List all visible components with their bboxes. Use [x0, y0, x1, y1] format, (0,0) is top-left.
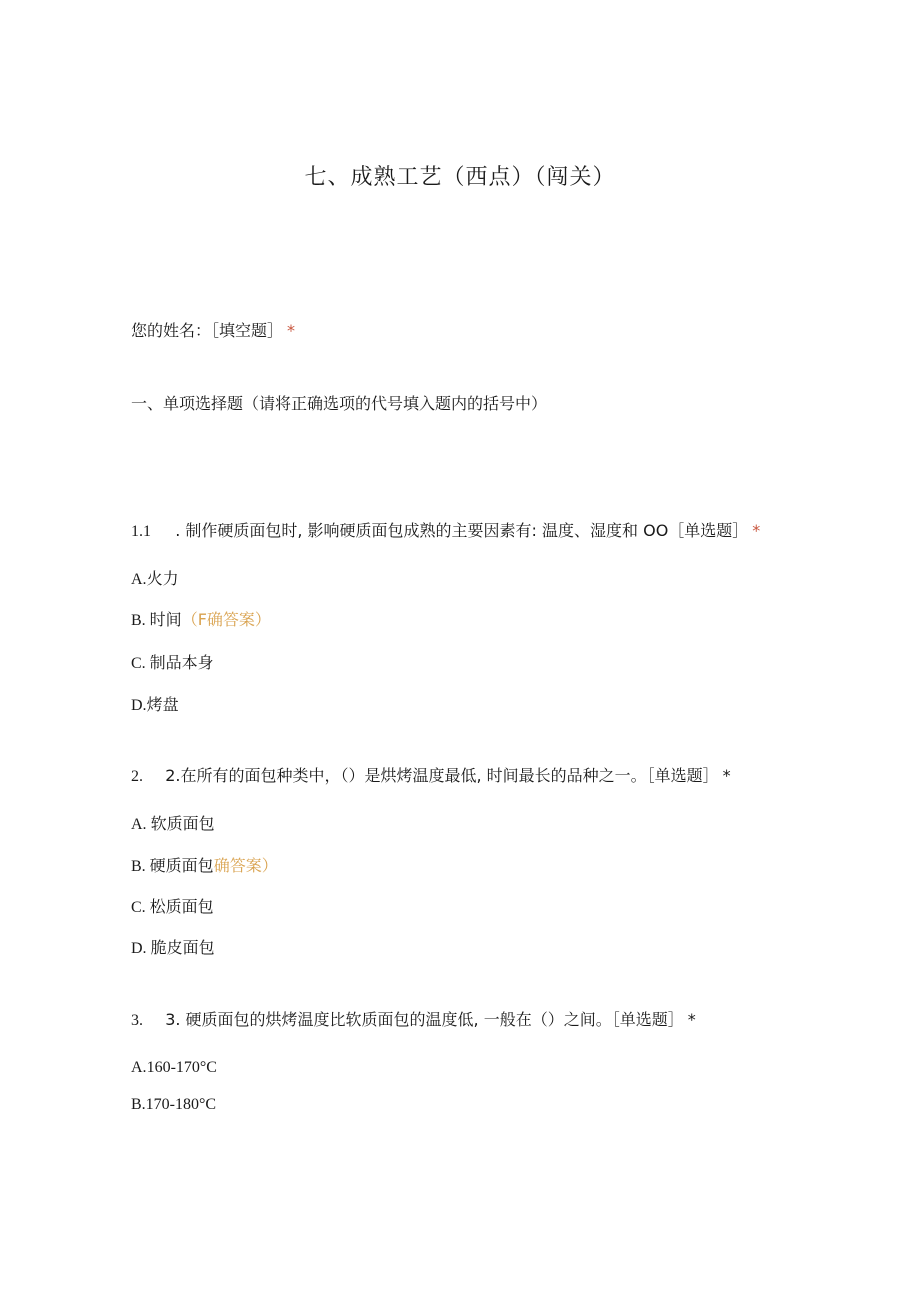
question-1 — [131, 520, 760, 543]
name-field-label-row — [131, 320, 295, 342]
question-1-text: . 制作硬质面包时, 影响硬质面包成熟的主要因素有: 温度、湿度和 OO［单选题］ — [175, 521, 749, 540]
required-asterisk: * — [722, 766, 731, 785]
question-2-text: 2.在所有的面包种类中，（）是烘烤温度最低, 时间最长的品种之一。［单选题］ — [165, 766, 719, 785]
section-heading: 一、单项选择题（请将正确选项的代号填入题内的括号中） — [131, 394, 548, 413]
question-3 — [131, 1009, 696, 1032]
option-2b[interactable]: B. 硬质面包确答案） — [131, 856, 278, 875]
option-2d[interactable]: D. 脆皮面包 — [131, 938, 215, 957]
question-3-number: 3. — [131, 1012, 143, 1029]
option-2c[interactable]: C. 松质面包 — [131, 897, 214, 916]
name-field-label: 您的姓名：［填空题］ — [131, 321, 284, 340]
option-1d[interactable]: D.烤盘 — [131, 695, 179, 714]
option-3a[interactable]: A.160-170°C — [131, 1059, 217, 1076]
option-2a[interactable]: A. 软质面包 — [131, 814, 215, 833]
required-asterisk: * — [687, 1010, 696, 1029]
option-1c[interactable]: C. 制品本身 — [131, 653, 214, 672]
question-2-number: 2. — [131, 768, 143, 785]
correct-answer-note: 确答案） — [213, 856, 278, 875]
question-1-number: 1.1 — [131, 523, 151, 540]
page-title: 七、成熟工艺（西点）（闯关） — [304, 165, 616, 190]
option-1b[interactable]: B. 时间（F确答案） — [131, 610, 271, 629]
option-3b[interactable]: B.170-180°C — [131, 1096, 217, 1113]
correct-answer-note: （F确答案） — [181, 610, 271, 629]
required-asterisk: * — [752, 521, 761, 540]
option-1a[interactable]: A.火力 — [131, 569, 179, 588]
required-asterisk: * — [287, 321, 296, 340]
question-3-text: 3. 硬质面包的烘烤温度比软质面包的温度低, 一般在（）之间。［单选题］ — [165, 1010, 684, 1029]
question-2 — [131, 765, 731, 788]
